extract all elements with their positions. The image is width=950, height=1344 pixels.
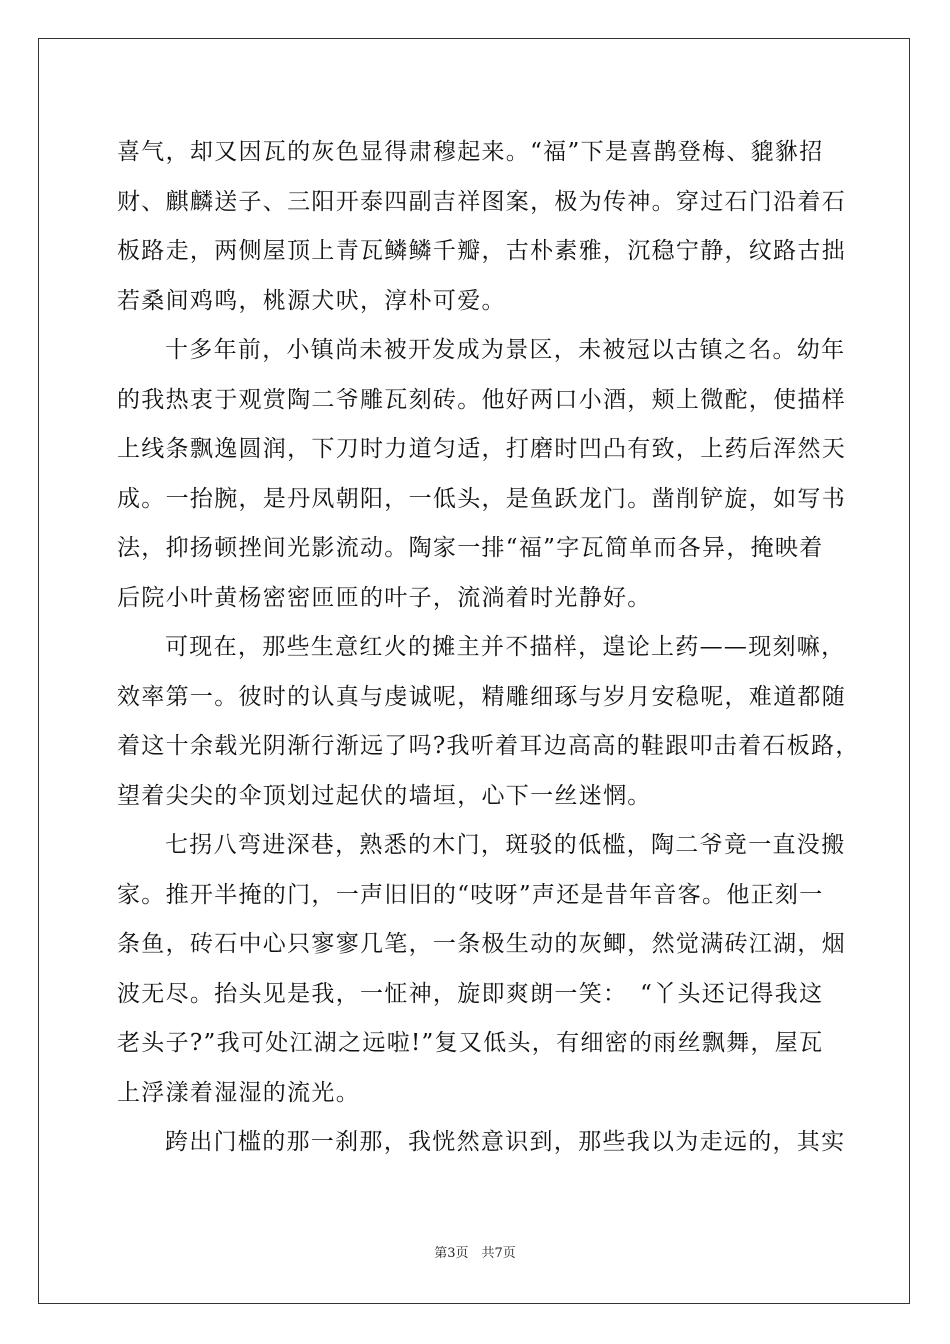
text-line: 上线条飘逸圆润，下刀时力道匀适，打磨时凹凸有致，上药后浑然天	[117, 436, 846, 462]
text-line: 法，抑扬顿挫间光影流动。陶家一排“福”字瓦简单而各异，掩映着	[117, 535, 824, 561]
text-line: 板路走，两侧屋顶上青瓦鳞鳞千瓣，古朴素雅，沉稳宁静，纹路古拙	[117, 238, 846, 264]
page-number-footer: 第3页 共7页	[434, 1246, 516, 1261]
text-line: 上浮漾着湿湿的流光。	[117, 1079, 360, 1106]
text-line: 家。推开半掩的门，一声旧旧的“吱呀”声还是昔年音客。他正刻一	[117, 881, 824, 908]
paragraph-first-line: 跨出门槛的那一刹那，我恍然意识到，那些我以为走远的，其实	[165, 1129, 846, 1155]
text-line: 财、麒麟送子、三阳开泰四副吉祥图案，极为传神。穿过石门沿着石	[117, 188, 846, 215]
paragraph-first-line: 七拐八弯进深巷，熟悉的木门，斑驳的低槛，陶二爷竟一直没搬	[165, 832, 846, 858]
text-line: 的我热衷于观赏陶二爷雕瓦刻砖。他好两口小酒，颊上微酡，使描样	[117, 386, 846, 413]
body-text	[117, 128, 860, 1168]
text-line: 望着尖尖的伞顶划过起伏的墙垣，心下一丝迷惘。	[117, 782, 652, 809]
text-line: 效率第一。彼时的认真与虔诚呢，精雕细琢与岁月安稳呢，难道都随	[117, 683, 846, 710]
text-line: 波无尽。抬头见是我，一怔神，旋即爽朗一笑： “丫头还记得我这	[117, 980, 824, 1007]
text-line: 后院小叶黄杨密密匝匝的叶子，流淌着时光静好。	[117, 584, 652, 611]
paragraph-first-line: 可现在，那些生意红火的摊主并不描样，遑论上药——现刻嘛，	[165, 634, 846, 660]
text-line: 若桑间鸡鸣，桃源犬吠，淳朴可爱。	[117, 287, 506, 314]
text-line: 喜气，却又因瓦的灰色显得肃穆起来。“福”下是喜鹊登梅、貔貅招	[117, 139, 824, 165]
text-line: 条鱼，砖石中心只寥寥几笔，一条极生动的灰鲫，然觉满砖江湖，烟	[117, 931, 846, 957]
text-line: 成。一抬腕，是丹凤朝阳，一低头，是鱼跃龙门。凿削铲旋，如写书	[117, 485, 846, 512]
text-line: 老头子?”我可处江湖之远啦!”复又低头，有细密的雨丝飘舞，屋瓦	[117, 1030, 824, 1056]
paragraph-first-line: 十多年前，小镇尚未被开发成为景区，未被冠以古镇之名。幼年	[165, 337, 846, 363]
text-line: 着这十余载光阴渐行渐远了吗?我听着耳边高高的鞋跟叩击着石板路，	[117, 733, 860, 759]
